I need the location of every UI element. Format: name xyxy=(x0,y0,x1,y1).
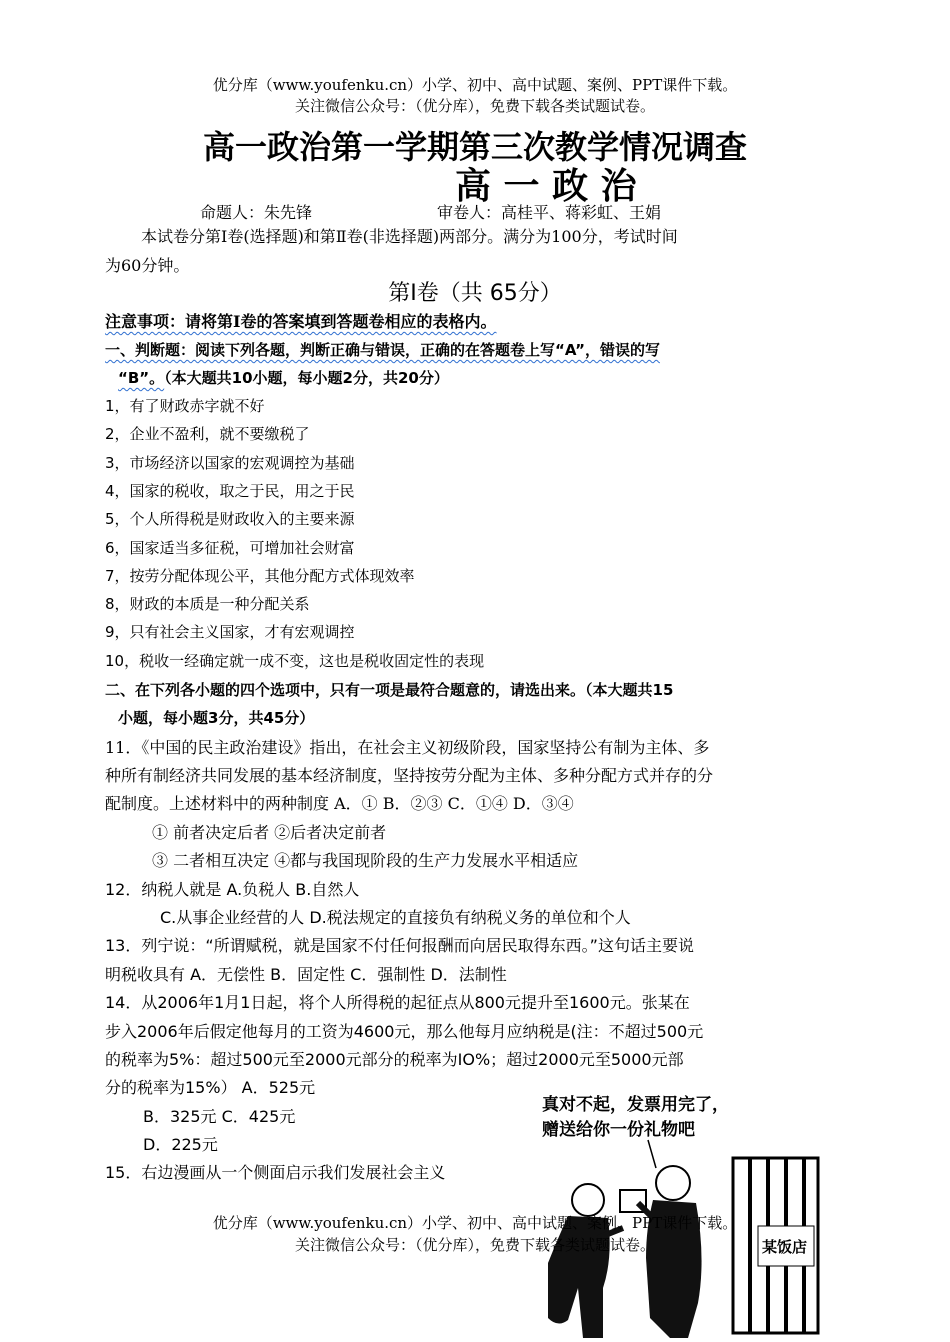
list-item: 4，国家的税收，取之于民，用之于民 xyxy=(105,482,355,500)
reviewers: 审卷人：高桂平、蒋彩虹、王娟 xyxy=(437,203,662,222)
list-item: 1，有了财政赤字就不好 xyxy=(105,397,265,415)
list-item: 9，只有社会主义国家，才有宏观调控 xyxy=(105,623,355,641)
intro-line-1: 本试卷分第Ⅰ卷(选择题)和第Ⅱ卷(非选择题)两部分。满分为100分，考试时间 xyxy=(141,227,678,246)
section1-heading-rest: （本大题共10小题，每小题2分，共20分） xyxy=(164,369,449,387)
section1-heading-line-1: 一、判断题：阅读下列各题，判断正确与错误，正确的在答题卷上写“A”，错误的写 xyxy=(105,341,660,359)
page-subtitle: 高 一 政 治 xyxy=(455,166,637,207)
list-item: 6，国家适当多征税，可增加社会财富 xyxy=(105,539,355,557)
header-line-2: 关注微信公众号：（优分库），免费下载各类试题试卷。 xyxy=(294,97,655,115)
q11-option-1: ① 前者决定后者 ②后者决定前者 xyxy=(152,823,387,842)
customer-figure xyxy=(548,1184,623,1338)
question-setter: 命题人：朱先锋 xyxy=(200,203,313,222)
q14-line-4: 分的税率为15%） A．525元 xyxy=(105,1078,316,1097)
q13-line-1: 13．列宁说：“所谓赋税，就是国家不付任何报酬而向居民取得东西。”这句话主要说 xyxy=(105,936,694,955)
q14-line-6: D．225元 xyxy=(143,1135,218,1154)
list-item: 10，税收一经确定就一成不变，这也是税收固定性的表现 xyxy=(105,652,485,670)
footer-line-2: 关注微信公众号：（优分库），免费下载各类试题试卷。 xyxy=(294,1236,655,1254)
cartoon-caption-1: 真对不起，发票用完了， xyxy=(542,1095,729,1115)
q13-line-2: 明税收具有 A．无偿性 B．固定性 C．强制性 D．法制性 xyxy=(105,965,507,984)
notice: 注意事项：请将第Ⅰ卷的答案填到答题卷相应的表格内。 xyxy=(105,312,497,331)
section2-heading-line-2: 小题，每小题3分，共45分） xyxy=(118,709,315,727)
list-item: 5，个人所得税是财政收入的主要来源 xyxy=(105,510,355,528)
list-item: 3，市场经济以国家的宏观调控为基础 xyxy=(105,454,355,472)
q14-line-2: 步入2006年后假定他每月的工资为4600元，那么他每月应纳税是(注：不超过500元 xyxy=(105,1022,704,1041)
section1-heading-wavy: “B”。 xyxy=(118,369,165,387)
intro-line-2: 为60分钟。 xyxy=(105,256,190,275)
cartoon-caption-2: 赠送给你一份礼物吧 xyxy=(542,1120,695,1140)
header-line-1: 优分库（www.youfenku.cn）小学、初中、高中试题、案例、PPT课件下载。 xyxy=(212,76,738,94)
list-item: 2，企业不盈利，就不要缴税了 xyxy=(105,425,310,443)
q11-option-2: ③ 二者相互决定 ④都与我国现阶段的生产力发展水平相适应 xyxy=(152,851,579,870)
list-item: 7，按劳分配体现公平，其他分配方式体现效率 xyxy=(105,567,415,585)
q14-line-5: B．325元 C．425元 xyxy=(143,1107,296,1126)
q12-line-2: C.从事企业经营的人 D.税法规定的直接负有纳税义务的单位和个人 xyxy=(160,908,631,927)
restaurant-sign: 某饭店 xyxy=(762,1238,808,1256)
q12-line-1: 12．纳税人就是 A.负税人 B.自然人 xyxy=(105,880,360,899)
q14-line-1: 14．从2006年1月1日起，将个人所得税的起征点从800元提升至1600元。张某在 xyxy=(105,993,690,1012)
q11-line-1: 11．《中国的民主政治建设》指出，在社会主义初级阶段，国家坚持公有制为主体、多 xyxy=(105,738,710,757)
q11-line-2: 种所有制经济共同发展的基本经济制度，坚持按劳分配为主体、多种分配方式并存的分 xyxy=(105,766,714,785)
q14-line-3: 的税率为5%：超过500元至2000元部分的税率为IO%；超过2000元至5000元部 xyxy=(105,1050,684,1069)
page-title: 高一政治第一学期第三次教学情况调查 xyxy=(202,128,747,166)
footer-line-1: 优分库（www.youfenku.cn）小学、初中、高中试题、案例、PPT课件下载。 xyxy=(212,1214,738,1232)
q11-line-3: 配制度。上述材料中的两种制度 A．① B．②③ C．①④ D．③④ xyxy=(105,794,574,813)
section2-heading-line-1: 二、在下列各小题的四个选项中，只有一项是最符合题意的，请选出来。（本大题共15 xyxy=(105,681,674,699)
section1-heading-line-2 xyxy=(118,367,449,388)
list-item: 8，财政的本质是一种分配关系 xyxy=(105,595,310,613)
volume-title: 第Ⅰ卷（共 65分） xyxy=(388,281,562,306)
q15-line-1: 15．右边漫画从一个侧面启示我们发展社会主义 xyxy=(105,1163,446,1182)
